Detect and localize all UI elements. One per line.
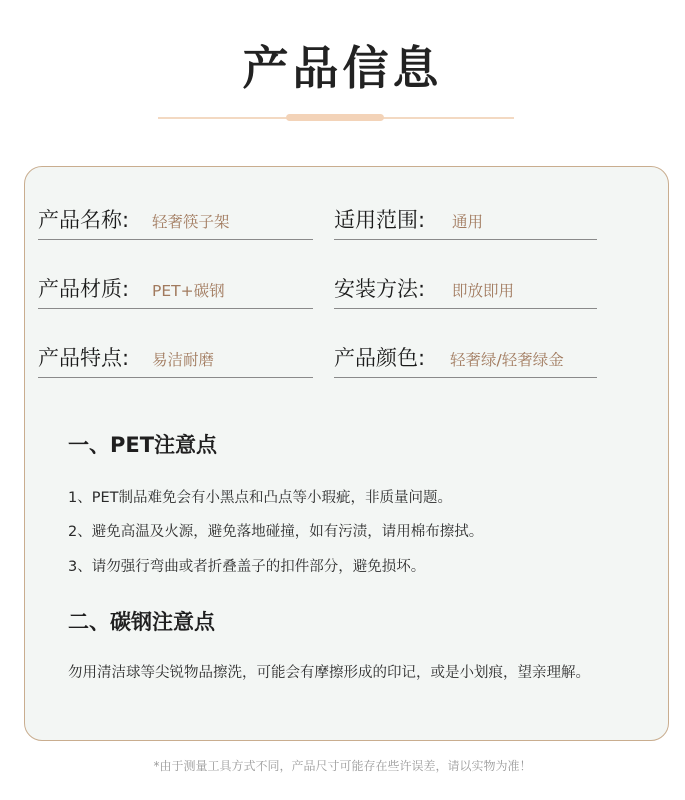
divider <box>38 239 313 240</box>
spec-value: 即放即用 <box>452 282 515 300</box>
spec-label: 产品特点: <box>38 346 130 370</box>
spec-label: 产品材质: <box>38 277 130 301</box>
page-title: 产品信息 <box>242 41 443 95</box>
spec-label: 安装方法: <box>334 277 426 301</box>
divider <box>334 377 597 378</box>
spec-color <box>334 338 597 378</box>
spec-label: 适用范围: <box>334 208 426 232</box>
divider <box>38 377 313 378</box>
section-title-pet: 一、PET注意点 <box>68 433 218 457</box>
divider <box>334 239 597 240</box>
spec-value: 轻奢筷子架 <box>152 213 230 231</box>
spec-feature <box>38 338 313 378</box>
spec-value: 通用 <box>452 213 484 231</box>
spec-value: PET+碳钢 <box>152 282 225 300</box>
title-underline <box>158 114 514 121</box>
spec-label: 产品颜色: <box>334 346 426 370</box>
spec-install <box>334 269 597 309</box>
spec-name <box>38 200 313 240</box>
note-item: 2、避免高温及火源，避免落地碰撞，如有污渍，请用棉布擦拭。 <box>68 524 484 540</box>
note-item: 1、PET制品难免会有小黑点和凸点等小瑕疵，非质量问题。 <box>68 490 452 506</box>
spec-label: 产品名称: <box>38 208 130 232</box>
note-item: 勿用清洁球等尖锐物品擦洗，可能会有摩擦形成的印记，或是小划痕，望亲理解。 <box>68 665 590 681</box>
underline-accent <box>286 114 384 121</box>
spec-scope <box>334 200 597 240</box>
spec-value: 易洁耐磨 <box>152 351 215 369</box>
footnote: *由于测量工具方式不同，产品尺寸可能存在些许误差，请以实物为准！ <box>153 759 532 773</box>
spec-material <box>38 269 313 309</box>
section-title-steel: 二、碳钢注意点 <box>68 610 215 634</box>
spec-value: 轻奢绿/轻奢绿金 <box>450 351 564 369</box>
divider <box>38 308 313 309</box>
note-item: 3、请勿强行弯曲或者折叠盖子的扣件部分，避免损坏。 <box>68 559 426 575</box>
divider <box>334 308 597 309</box>
